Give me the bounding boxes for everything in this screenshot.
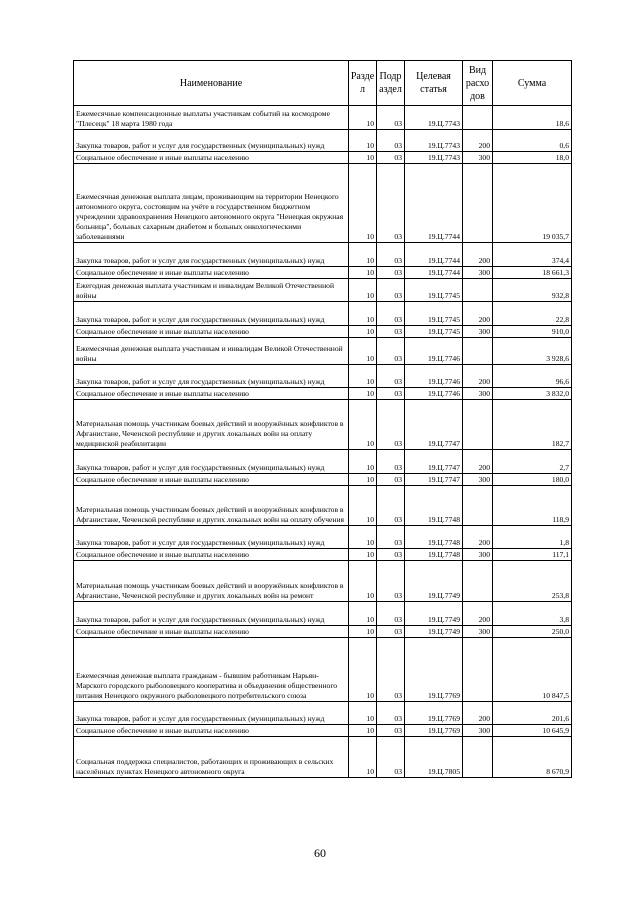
cell-name: Ежемесячная денежная выплата участникам и инвалидам Великой Отечественной войны [74,338,349,365]
cell-podrazdel: 03 [377,106,405,130]
cell-razdel: 10 [349,702,377,725]
cell-razdel: 10 [349,602,377,626]
cell-vid: 200 [463,450,493,474]
cell-vid: 200 [463,602,493,626]
budget-table [73,60,572,778]
cell-name: Материальная помощь участникам боевых действий и вооружённых конфликтов в Афганистане, Чеченской республике и других локальных войн на ремонт [74,561,349,602]
cell-name: Закупка товаров, работ и услуг для государственных (муниципальных) нужд [74,365,349,388]
table-row [74,326,572,338]
cell-razdel: 10 [349,549,377,561]
cell-vid: 200 [463,702,493,725]
cell-razdel: 10 [349,400,377,450]
cell-name: Закупка товаров, работ и услуг для государственных (муниципальных) нужд [74,702,349,725]
cell-razdel: 10 [349,279,377,302]
page-number: 60 [314,846,326,860]
cell-name: Социальная поддержка специалистов, работающих и проживающих в сельских населённых пунктах Ненецкого автономного округа [74,737,349,778]
table-row [74,279,572,302]
table-row [74,267,572,279]
cell-vid [463,164,493,243]
cell-podrazdel: 03 [377,526,405,549]
cell-vid: 300 [463,267,493,279]
cell-podrazdel: 03 [377,302,405,326]
cell-target: 19.Ц.7744 [405,267,463,279]
cell-sum: 374,4 [493,243,572,267]
table-row [74,450,572,474]
cell-target: 19.Ц.7749 [405,626,463,638]
cell-razdel: 10 [349,725,377,737]
table-row [74,702,572,725]
cell-target: 19.Ц.7746 [405,365,463,388]
cell-name: Закупка товаров, работ и услуг для государственных (муниципальных) нужд [74,526,349,549]
cell-vid: 200 [463,130,493,152]
cell-target: 19.Ц.7743 [405,106,463,130]
table-row [74,338,572,365]
cell-sum: 1,8 [493,526,572,549]
cell-razdel: 10 [349,326,377,338]
cell-podrazdel: 03 [377,326,405,338]
cell-vid [463,400,493,450]
cell-podrazdel: 03 [377,602,405,626]
cell-podrazdel: 03 [377,338,405,365]
cell-razdel: 10 [349,638,377,702]
cell-target: 19.Ц.7769 [405,725,463,737]
cell-name: Социальное обеспечение и иные выплаты населению [74,326,349,338]
table-row [74,365,572,388]
cell-razdel: 10 [349,267,377,279]
cell-name: Социальное обеспечение и иные выплаты населению [74,388,349,400]
table-row [74,152,572,164]
header-name: Наименование [74,61,349,106]
cell-target: 19.Ц.7748 [405,486,463,526]
cell-vid [463,486,493,526]
header-sum: Сумма [493,61,572,106]
table-row [74,737,572,778]
cell-podrazdel: 03 [377,388,405,400]
cell-name: Социальное обеспечение и иные выплаты населению [74,725,349,737]
cell-name: Закупка товаров, работ и услуг для государственных (муниципальных) нужд [74,450,349,474]
cell-vid: 200 [463,365,493,388]
cell-podrazdel: 03 [377,279,405,302]
cell-podrazdel: 03 [377,164,405,243]
cell-sum: 180,0 [493,474,572,486]
table-row [74,106,572,130]
cell-razdel: 10 [349,152,377,164]
cell-target: 19.Ц.7744 [405,243,463,267]
cell-razdel: 10 [349,243,377,267]
cell-target: 19.Ц.7747 [405,450,463,474]
cell-podrazdel: 03 [377,130,405,152]
cell-vid: 200 [463,302,493,326]
table-row [74,638,572,702]
cell-name: Ежемесячная денежная выплата гражданам - бывшим работникам Нарьян-Марского городского рыболовецкого кооператива и объединения общественного питания Ненецкого окружного рыболовецкого потребительского союза [74,638,349,702]
cell-vid: 300 [463,388,493,400]
cell-razdel: 10 [349,526,377,549]
cell-target: 19.Ц.7769 [405,702,463,725]
cell-podrazdel: 03 [377,737,405,778]
cell-target: 19.Ц.7745 [405,302,463,326]
cell-name: Ежегодная денежная выплата участникам и инвалидам Великой Отечественной войны [74,279,349,302]
cell-sum: 22,8 [493,302,572,326]
cell-podrazdel: 03 [377,638,405,702]
table-row [74,602,572,626]
cell-target: 19.Ц.7749 [405,561,463,602]
cell-sum: 0,6 [493,130,572,152]
cell-name: Социальное обеспечение и иные выплаты населению [74,626,349,638]
cell-podrazdel: 03 [377,243,405,267]
cell-name: Материальная помощь участникам боевых действий и вооружённых конфликтов в Афганистане, Чеченской республике и других локальных войн на оплату обучения [74,486,349,526]
cell-vid: 300 [463,474,493,486]
cell-vid: 200 [463,526,493,549]
cell-sum: 250,0 [493,626,572,638]
cell-name: Ежемесячная денежная выплата лицам, проживающим на территории Ненецкого автономного округа, состоящим на учёте в государственном бюджетном учреждении здравоохранения Ненецкого автономного округа "Ненецкая окружная больница", больных сахарным диабетом и больных онкологическими заболеваниями [74,164,349,243]
cell-podrazdel: 03 [377,152,405,164]
header-target: Целевая статья [405,61,463,106]
cell-podrazdel: 03 [377,365,405,388]
table-row [74,164,572,243]
table-row [74,400,572,450]
cell-razdel: 10 [349,338,377,365]
table-row [74,725,572,737]
cell-target: 19.Ц.7744 [405,164,463,243]
cell-sum: 910,0 [493,326,572,338]
cell-podrazdel: 03 [377,561,405,602]
cell-target: 19.Ц.7743 [405,130,463,152]
cell-name: Закупка товаров, работ и услуг для государственных (муниципальных) нужд [74,130,349,152]
cell-name: Ежемесячные компенсационные выплаты участникам событий на космодроме "Плесецк" 18 марта 1980 года [74,106,349,130]
cell-podrazdel: 03 [377,474,405,486]
header-vid: Вид расхо дов [463,61,493,106]
table-row [74,243,572,267]
cell-razdel: 10 [349,164,377,243]
cell-razdel: 10 [349,106,377,130]
table-row [74,388,572,400]
table-row [74,302,572,326]
cell-podrazdel: 03 [377,549,405,561]
cell-sum: 253,8 [493,561,572,602]
cell-target: 19.Ц.7805 [405,737,463,778]
cell-name: Социальное обеспечение и иные выплаты населению [74,474,349,486]
cell-target: 19.Ц.7746 [405,338,463,365]
cell-podrazdel: 03 [377,400,405,450]
cell-target: 19.Ц.7745 [405,326,463,338]
cell-name: Социальное обеспечение и иные выплаты населению [74,152,349,164]
cell-target: 19.Ц.7743 [405,152,463,164]
cell-vid [463,279,493,302]
cell-sum: 19 035,7 [493,164,572,243]
cell-sum: 182,7 [493,400,572,450]
table-header [74,61,572,106]
cell-sum: 3 832,0 [493,388,572,400]
cell-podrazdel: 03 [377,486,405,526]
cell-sum: 18,0 [493,152,572,164]
cell-sum: 118,9 [493,486,572,526]
cell-razdel: 10 [349,365,377,388]
cell-razdel: 10 [349,450,377,474]
cell-razdel: 10 [349,302,377,326]
cell-name: Закупка товаров, работ и услуг для государственных (муниципальных) нужд [74,302,349,326]
cell-podrazdel: 03 [377,626,405,638]
cell-sum: 3,8 [493,602,572,626]
cell-sum: 8 670,9 [493,737,572,778]
cell-sum: 96,6 [493,365,572,388]
cell-vid: 300 [463,725,493,737]
table-row [74,486,572,526]
cell-vid [463,737,493,778]
cell-target: 19.Ц.7769 [405,638,463,702]
cell-razdel: 10 [349,486,377,526]
cell-podrazdel: 03 [377,702,405,725]
header-razdel: Разде л [349,61,377,106]
cell-razdel: 10 [349,561,377,602]
cell-vid: 200 [463,243,493,267]
cell-sum: 18 661,3 [493,267,572,279]
cell-vid [463,638,493,702]
cell-sum: 18,6 [493,106,572,130]
cell-target: 19.Ц.7748 [405,549,463,561]
cell-sum: 117,1 [493,549,572,561]
table-body [74,106,572,778]
cell-vid [463,561,493,602]
table-row [74,549,572,561]
cell-sum: 201,6 [493,702,572,725]
table-row [74,526,572,549]
table-row [74,626,572,638]
cell-razdel: 10 [349,130,377,152]
cell-target: 19.Ц.7746 [405,388,463,400]
table-row [74,130,572,152]
cell-vid: 300 [463,326,493,338]
cell-podrazdel: 03 [377,267,405,279]
cell-podrazdel: 03 [377,450,405,474]
table-row [74,561,572,602]
cell-sum: 10 847,5 [493,638,572,702]
cell-name: Закупка товаров, работ и услуг для государственных (муниципальных) нужд [74,243,349,267]
cell-target: 19.Ц.7747 [405,474,463,486]
cell-target: 19.Ц.7748 [405,526,463,549]
header-podrazdel: Подр аздел [377,61,405,106]
cell-sum: 3 928,6 [493,338,572,365]
table-row [74,474,572,486]
cell-target: 19.Ц.7749 [405,602,463,626]
cell-razdel: 10 [349,388,377,400]
cell-vid [463,338,493,365]
cell-sum: 2,7 [493,450,572,474]
cell-name: Социальное обеспечение и иные выплаты населению [74,549,349,561]
cell-razdel: 10 [349,737,377,778]
cell-name: Материальная помощь участникам боевых действий и вооружённых конфликтов в Афганистане, Чеченской республике и других локальных войн на оплату медицинской реабилитации [74,400,349,450]
cell-vid: 300 [463,549,493,561]
cell-razdel: 10 [349,626,377,638]
cell-vid: 300 [463,626,493,638]
cell-podrazdel: 03 [377,725,405,737]
cell-name: Социальное обеспечение и иные выплаты населению [74,267,349,279]
cell-vid [463,106,493,130]
cell-sum: 10 645,9 [493,725,572,737]
cell-sum: 932,8 [493,279,572,302]
cell-target: 19.Ц.7745 [405,279,463,302]
cell-razdel: 10 [349,474,377,486]
cell-vid: 300 [463,152,493,164]
cell-target: 19.Ц.7747 [405,400,463,450]
cell-name: Закупка товаров, работ и услуг для государственных (муниципальных) нужд [74,602,349,626]
